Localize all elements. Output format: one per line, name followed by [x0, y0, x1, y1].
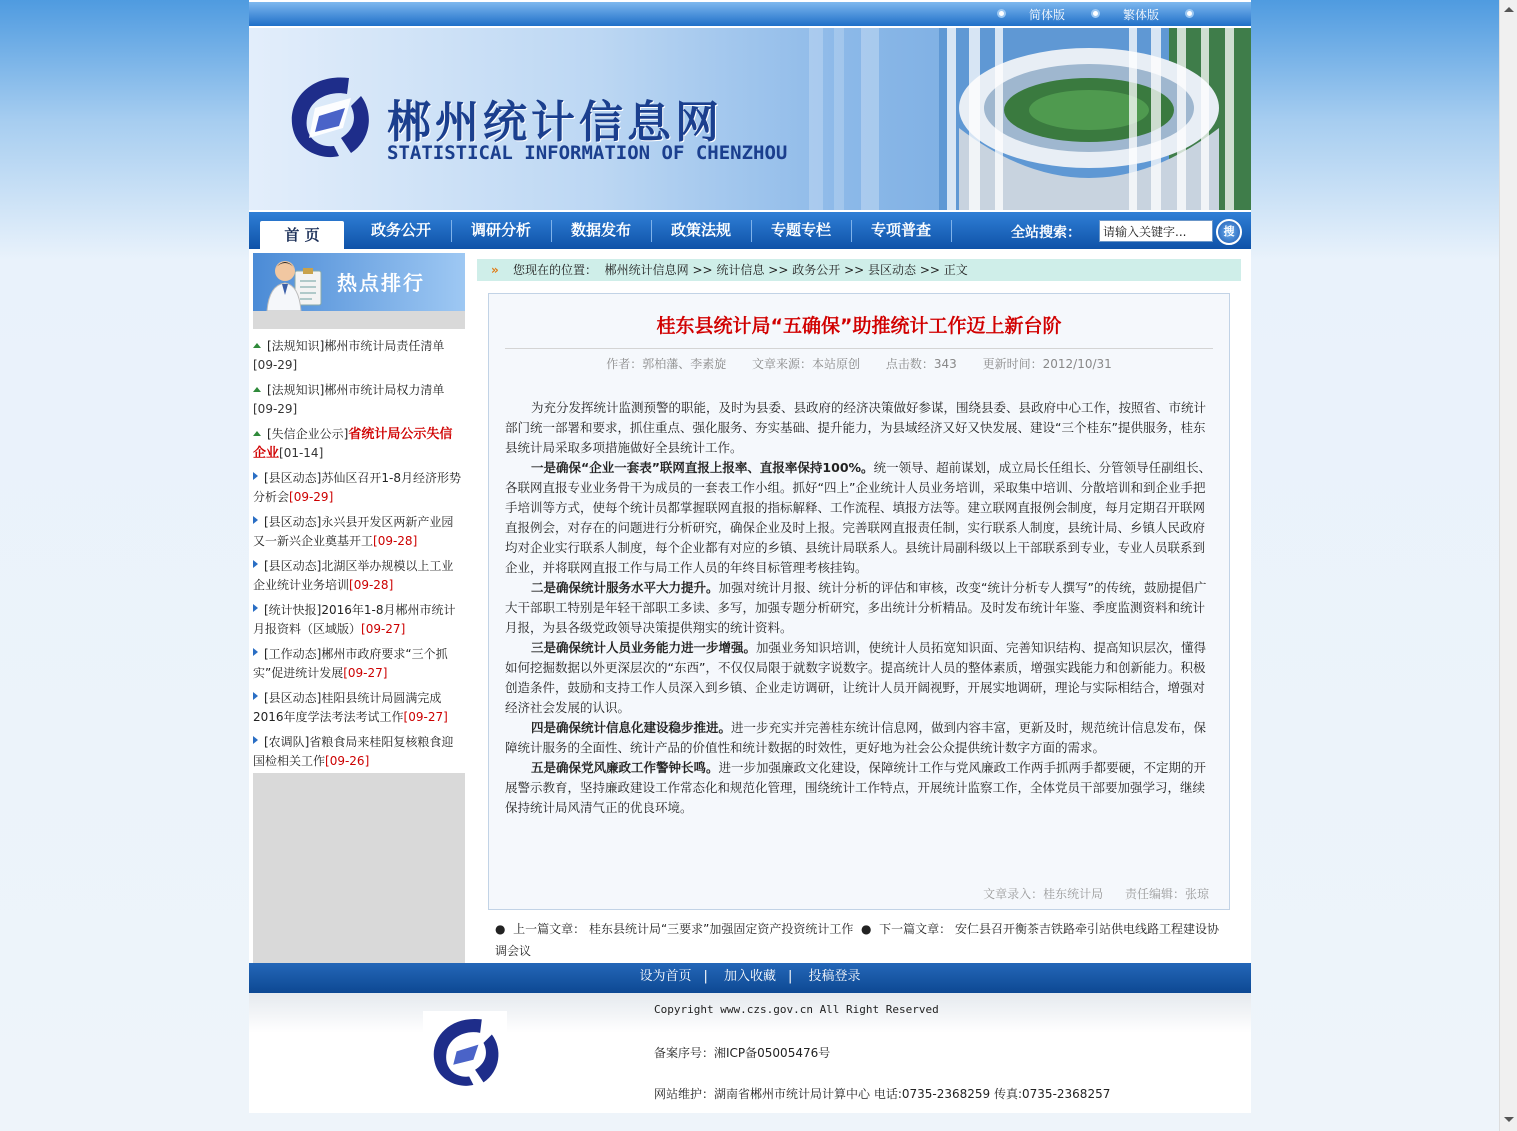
simplified-link[interactable]: 简体版: [1029, 8, 1066, 22]
top-bar: [249, 2, 1251, 26]
search-label: 全站搜索：: [1011, 225, 1081, 241]
hot-ranking-item[interactable]: [253, 469, 463, 507]
hot-ranking-header: [253, 253, 465, 311]
hot-ranking-item-title: [统计快报]2016年1-8月郴州市统计月报资料（区域版）: [253, 603, 456, 636]
bullet-icon: [1185, 9, 1194, 18]
footer-logo-icon: [421, 1011, 509, 1095]
hot-ranking-item-title: [县区动态]桂阳县统计局圆满完成2016年度学法考法考试工作: [253, 691, 442, 724]
triangle-up-icon: [253, 387, 261, 392]
hot-ranking-item-title: [法规知识]郴州市统计局权力清单: [267, 383, 445, 397]
article-author: 作者：郭柏藩、李素旋: [606, 357, 727, 371]
search-input[interactable]: [1099, 220, 1213, 242]
hot-ranking-date: [09-29]: [289, 490, 334, 504]
page-container: [249, 0, 1251, 1113]
hot-ranking-item[interactable]: [253, 381, 463, 419]
article-updated: 更新时间：2012/10/31: [982, 357, 1112, 371]
site-logo-icon: [279, 68, 379, 168]
hot-ranking-date: [01-14]: [279, 446, 324, 460]
article-paragraph: 为充分发挥统计监测预警的职能，及时为县委、县政府的经济决策做好参谋，围绕县委、县政府中心工作，按照省、市统计部门统一部署和要求，抓住重点、强化服务、夯实基础、提升能力，为县域经济又好又快发展、建设“三个桂东”提供服务，桂东县统计局采取多项措施做好全县统计工作。: [505, 400, 1207, 455]
set-homepage-link[interactable]: 设为首页: [639, 969, 692, 984]
nav-data-release[interactable]: 数据发布: [570, 221, 631, 239]
icp-text: 备案序号：湘ICP备05005476号: [654, 1046, 831, 1060]
hot-ranking-date: [09-28]: [349, 578, 394, 592]
article-paragraph: 三是确保统计人员业务能力进一步增强。加强业务知识培训，使统计人员拓宽知识面、完善知识结构、提高知识层次，懂得如何挖掘数据以外更深层次的“东西”，不仅仅局限于就数字说数字。提高统计人员的整体素质，增强实践能力和创新能力。积极创造条件，鼓励和支持工作人员深入到乡镇、企业走访调研，让统计人员开阔视野，开展实地调研，理论与实际相结合，增强对经济社会发展的认识。: [505, 640, 1207, 715]
entered-by: 文章录入：桂东统计局: [983, 887, 1104, 901]
hot-ranking-date: [09-29]: [253, 402, 298, 416]
hot-ranking-item-title: [县区动态]永兴县开发区两新产业园又一新兴企业奠基开工: [253, 515, 454, 548]
article-footer: [965, 885, 1209, 902]
hot-ranking-item-title: [法规知识]郴州市统计局责任清单: [267, 339, 445, 353]
hot-ranking-date: [09-27]: [403, 710, 448, 724]
copyright-text: Copyright www.czs.gov.cn All Right Reserved: [654, 1003, 939, 1016]
arrow-icon: »: [491, 263, 499, 277]
sidebar: [253, 253, 465, 963]
submit-login-link[interactable]: 投稿登录: [808, 969, 861, 984]
article-paragraph: 一是确保“企业一套表”联网直报上报率、直报率保持100%。统一领导、超前谋划，成立局长任组长、分管领导任副组长、各联网直报专业业务骨干为成员的一套表工作小组。抓好“四上”企业统计人员业务培训，采取集中培训、分散培训和到企业手把手培训等方式，使每个统计员都掌握联网直报的指标解释、工作流程、填报方法等。建立联网直报例会制度，每月定期召开联网直报例会，对存在的问题进行分析研究，确保企业及时上报。完善联网直报责任制，实行联系人制度，县统计局、乡镇人民政府均对企业实行联系人制度，每个企业都有对应的乡镇、县统计局联系人。县统计局副科级以上干部联系到专业，专业人员联系到企业，并将联网直报工作与局工作人员的年终目标管理考核挂钩。: [505, 460, 1212, 575]
prev-label: 上一篇文章：: [513, 922, 586, 936]
breadcrumb-stats-info[interactable]: 统计信息: [716, 263, 765, 277]
hot-ranking-date: [09-26]: [325, 754, 370, 768]
article-paragraph: 二是确保统计服务水平大力提升。加强对统计月报、统计分析的评估和审核，改变“统计分析专人撰写”的传统，鼓励提倡广大干部职工特别是年轻干部职工多读、多写，加强专题分析研究，多出统计分析精品。及时发布统计年鉴、季度监测资料和统计月报，为县各级党政领导决策提供翔实的统计资料。: [505, 580, 1207, 635]
triangle-right-icon: [253, 648, 258, 656]
hot-ranking-item-title: [县区动态]北湖区举办规模以上工业企业统计业务培训: [253, 559, 454, 592]
stadium-image: [939, 28, 1251, 210]
nav-research[interactable]: 调研分析: [470, 221, 531, 239]
hot-ranking-item[interactable]: [253, 733, 463, 771]
search-button[interactable]: 搜: [1216, 219, 1242, 245]
scroll-down-icon[interactable]: [1504, 1117, 1514, 1122]
triangle-right-icon: [253, 516, 258, 524]
article-meta: [489, 355, 1229, 372]
vertical-scrollbar[interactable]: [1499, 0, 1517, 1131]
next-article-link[interactable]: 安仁县召开衡茶吉铁路牵引站供电线路工程建设协调会议: [495, 922, 1219, 958]
traditional-link[interactable]: 繁体版: [1123, 8, 1160, 22]
hot-ranking-item[interactable]: [253, 645, 463, 683]
divider: [505, 348, 1213, 349]
hot-ranking-date: [09-29]: [253, 358, 298, 372]
prev-next-nav: ● 上一篇文章： 桂东县统计局“三要求”加强固定资产投资统计工作 ● 下一篇文章： 安仁县召开衡茶吉铁路牵引站供电线路工程建设协调会议: [495, 922, 1219, 958]
bullet-icon: [997, 9, 1006, 18]
article-paragraph: 五是确保党风廉政工作警钟长鸣。进一步加强廉政文化建设，保障统计工作与党风廉政工作两手抓两手都要硬，不定期的开展警示教育，坚持廉政建设工作常态化和规范化管理，围绕统计工作特点，开展统计监察工作，全体党员干部要加强学习，继续保持统计局风清气正的优良环境。: [505, 760, 1207, 815]
triangle-right-icon: [253, 604, 258, 612]
hot-ranking-date: [09-28]: [373, 534, 418, 548]
article-panel: [488, 293, 1230, 910]
triangle-right-icon: [253, 472, 258, 480]
hot-ranking-title: 热点排行: [337, 271, 425, 295]
main-nav: [249, 212, 1251, 249]
breadcrumb-prefix: 您现在的位置：: [513, 263, 598, 277]
hot-ranking-item[interactable]: [253, 337, 463, 375]
breadcrumb-gov-affairs[interactable]: 政务公开: [792, 263, 841, 277]
hot-ranking-date: [09-27]: [361, 622, 406, 636]
triangle-up-icon: [253, 431, 261, 436]
hot-ranking-item[interactable]: [253, 557, 463, 595]
header-banner: [249, 28, 1251, 210]
hot-ranking-list: [253, 329, 465, 773]
person-clipboard-icon: [265, 255, 327, 311]
nav-government-affairs[interactable]: 政务公开: [370, 221, 431, 239]
footer: [249, 993, 1251, 1113]
breadcrumb-current: 正文: [943, 263, 968, 277]
prev-article-link[interactable]: 桂东县统计局“三要求”加强固定资产投资统计工作: [588, 922, 854, 936]
site-subtitle: STATISTICAL INFORMATION OF CHENZHOU: [387, 142, 788, 164]
hot-ranking-item-title: [工作动态]郴州市政府要求“三个抓实”促进统计发展: [253, 647, 448, 680]
site-title: 郴州统计信息网: [387, 97, 723, 148]
hot-ranking-item-title: [农调队]省粮食局来桂阳复核粮食迎国检相关工作: [253, 735, 454, 768]
triangle-right-icon: [253, 560, 258, 568]
triangle-right-icon: [253, 692, 258, 700]
article-clicks: 点击数：343: [885, 357, 957, 371]
maintainer-text: 网站维护：湖南省郴州市统计局计算中心 电话:0735-2368259 传真:0735-2368257: [654, 1087, 1111, 1101]
article-source: 文章来源：本站原创: [752, 357, 861, 371]
hot-ranking-item-title: [失信企业公示]: [267, 427, 349, 441]
hot-ranking-item[interactable]: [253, 425, 463, 463]
add-favorite-link[interactable]: 加入收藏: [723, 969, 776, 984]
nav-home[interactable]: 首 页: [260, 221, 344, 249]
nav-policies[interactable]: 政策法规: [670, 221, 731, 239]
breadcrumb-county-news[interactable]: 县区动态: [868, 263, 917, 277]
hot-ranking-item[interactable]: [253, 513, 463, 551]
triangle-up-icon: [253, 343, 261, 348]
triangle-right-icon: [253, 736, 258, 744]
breadcrumb-home[interactable]: 郴州统计信息网: [604, 263, 689, 277]
bullet-icon: [1091, 9, 1100, 18]
footer-link-bar: 设为首页 | 加入收藏 | 投稿登录: [249, 963, 1251, 993]
next-label: 下一篇文章：: [879, 922, 952, 936]
article-body: [505, 398, 1213, 818]
hot-ranking-date: [09-27]: [343, 666, 388, 680]
article-title: 桂东县统计局“五确保”助推统计工作迈上新台阶: [656, 315, 1062, 337]
hot-ranking-highlight: 省统计局公示失信企业: [253, 427, 453, 461]
hot-ranking-item-title: [县区动态]苏仙区召开1-8月经济形势分析会: [253, 471, 461, 504]
responsible-editor: 责任编辑：张琼: [1124, 887, 1209, 901]
hot-ranking-item[interactable]: [253, 689, 463, 727]
hot-ranking-item[interactable]: [253, 601, 463, 639]
nav-census[interactable]: 专项普查: [870, 221, 931, 239]
nav-topics[interactable]: 专题专栏: [770, 221, 831, 239]
article-paragraph: 四是确保统计信息化建设稳步推进。进一步充实并完善桂东统计信息网，做到内容丰富，更新及时，规范统计信息发布，保障统计服务的全面性、统计产品的价值性和统计数据的时效性，更好地为社会公众提供统计数字方面的需求。: [505, 720, 1207, 755]
breadcrumb: » 您现在的位置： 郴州统计信息网 >> 统计信息 >> 政务公开 >> 县区动态 >> 正文: [477, 259, 1241, 281]
scroll-up-icon[interactable]: [1504, 7, 1514, 12]
